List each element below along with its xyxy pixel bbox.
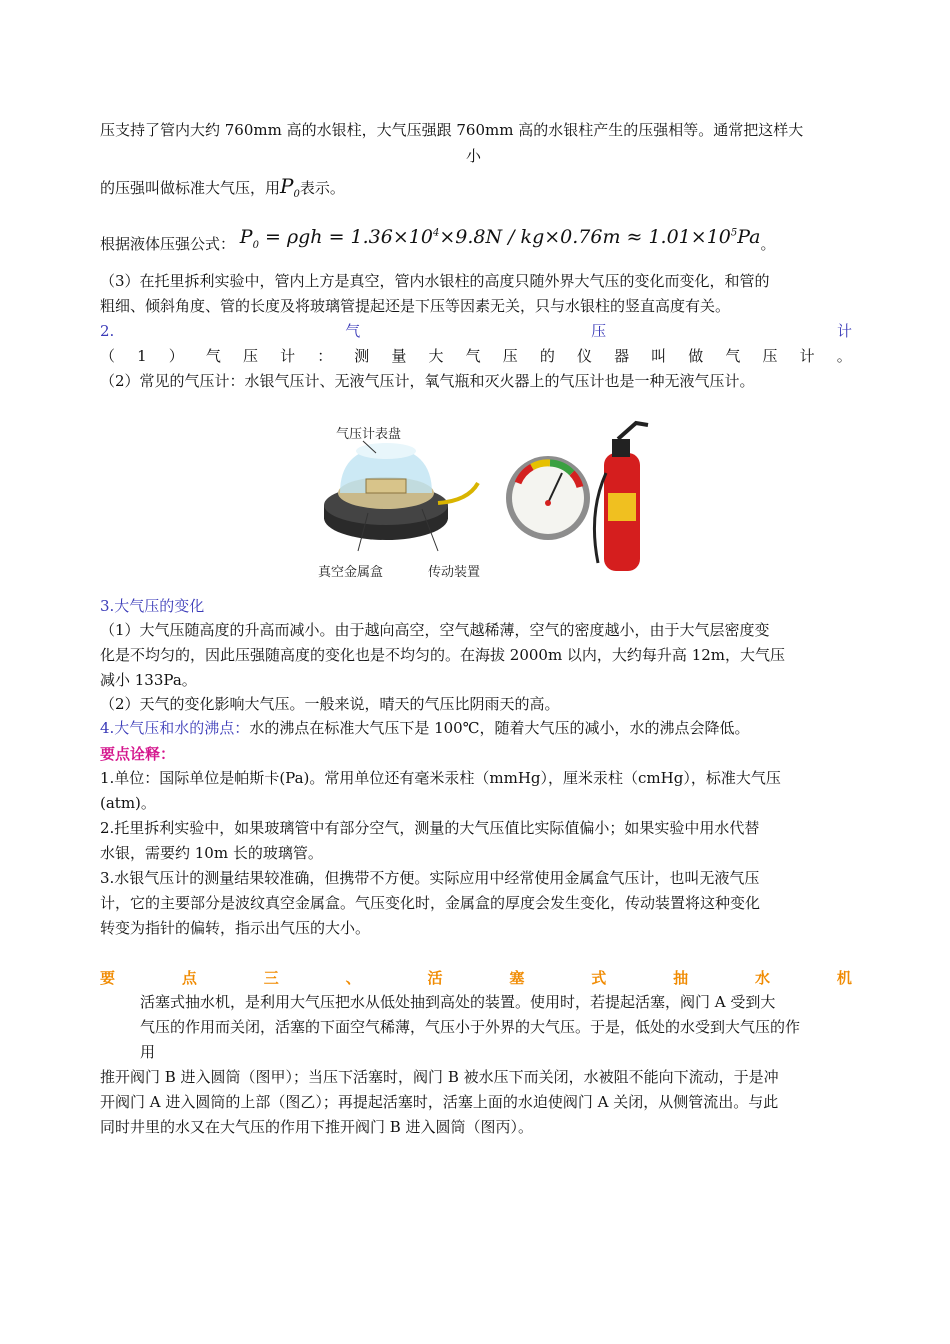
formula-label: 根据液体压强公式： xyxy=(100,235,236,254)
formula-expression: $P_0 = \rho gh = 1.36\times 10^4\times 9.8N / kg\times 0.76m \approx 1.01\times 10^5Pa$ xyxy=(239,226,761,252)
para-line: 开阀门 A 进入圆筒的上部（图乙）；再提起活塞时，活塞上面的水迫使阀门 A 关闭，从侧管流出。与此 xyxy=(100,1093,779,1111)
note-line: 2.托里拆利实验中，如果玻璃管中有部分空气，测量的大气压值比实际值偏小；如果实验中用水代替 xyxy=(100,819,760,837)
note-line: (atm)。 xyxy=(100,794,156,812)
note-line: 计，它的主要部分是波纹真空金属盒。气压变化时，金属盒的厚度会发生变化，传动装置将这种变化 xyxy=(100,894,761,912)
para-line: （3）在托里拆利实验中，管内上方是真空，管内水银柱的高度只随外界大气压的变化而变化，和管的 xyxy=(100,272,770,290)
key-points-title: 要点诠释： xyxy=(100,745,176,763)
para-line xyxy=(100,176,852,205)
note-line: 转变为指针的偏转，指示出气压的大小。 xyxy=(100,919,371,937)
heading-barometer: 2. 气 压 计 xyxy=(100,322,852,340)
caption-vacuum-box: 真空金属盒 xyxy=(318,565,384,580)
para-line: 活塞式抽水机，是利用大气压把水从低处抽到高处的装置。使用时，若提起活塞，阀门 A 受到大 xyxy=(140,993,776,1011)
note-line: 1.单位：国际单位是帕斯卡(Pa)。常用单位还有毫米汞柱（mmHg），厘米汞柱（cmHg），标准大气压 xyxy=(100,769,781,787)
definition-line: （ 1 ） 气 压 计 ： 测 量 大 气 压 的 仪 器 叫 做 气 压 计 。 xyxy=(100,347,852,365)
para-line: （1）大气压随高度的升高而减小。由于越向高空，空气越稀薄，空气的密度越小，由于大气层密度变 xyxy=(100,621,770,639)
text-span: 表示。 xyxy=(299,179,345,197)
barometer-figure xyxy=(318,413,658,583)
section-title-pump: 要 点 三 、 活 塞 式 抽 水 机 xyxy=(100,969,852,987)
para-line: （2）天气的变化影响大气压。一般来说，晴天的气压比阴雨天的高。 xyxy=(100,695,560,713)
note-line: 水银，需要约 10m 长的玻璃管。 xyxy=(100,844,323,862)
para-line: 小 xyxy=(466,147,482,165)
caption-dial: 气压计表盘 xyxy=(336,427,402,442)
para-line: 压支持了管内大约 760mm 高的水银柱，大气压强跟 760mm 高的水银柱产生的压强相等。通常把这样大 xyxy=(100,121,804,139)
para-line: （2）常见的气压计：水银气压计、无液气压计，氧气瓶和灭火器上的气压计也是一种无液气压计。 xyxy=(100,372,755,390)
para-line: 推开阀门 B 进入圆筒（图甲）；当压下活塞时，阀门 B 被水压下而关闭，水被阻不能向下流动，于是冲 xyxy=(100,1068,779,1086)
para-line: 气压的作用而关闭，活塞的下面空气稀薄，气压小于外界的大气压。于是，低处的水受到大气压的作 xyxy=(140,1018,801,1036)
para-line: 粗细、倾斜角度、管的长度及将玻璃管提起还是下压等因素无关，只与水银柱的竖直高度有关。 xyxy=(100,297,731,315)
caption-transmission: 传动装置 xyxy=(428,565,481,580)
heading-boiling-point: 4.大气压和水的沸点： xyxy=(100,719,250,737)
para-line: 减小 133Pa。 xyxy=(100,671,197,689)
note-line: 3.水银气压计的测量结果较准确，但携带不方便。实际应用中经常使用金属盒气压计，也叫无液气压 xyxy=(100,869,760,887)
para-line: 用 xyxy=(140,1043,156,1061)
para-line: 化是不均匀的，因此压强随高度的变化也是不均匀的。在海拔 2000m 以内，大约每升高 12m，大气压 xyxy=(100,646,786,664)
math-sub: 0 xyxy=(293,189,300,200)
boiling-point-line: 4.大气压和水的沸点：水的沸点在标准大气压下是 100℃，随着大气压的减小，水的沸点会降低。 xyxy=(100,719,750,737)
text-span: 的压强叫做标准大气压，用 xyxy=(100,179,281,197)
math-symbol: P xyxy=(280,174,294,198)
heading-pressure-change: 3.大气压的变化 xyxy=(100,597,205,615)
para-line: 同时井里的水又在大气压的作用下推开阀门 B 进入圆筒（图丙）。 xyxy=(100,1118,534,1136)
formula-line: 根据液体压强公式： $P_0 = \rho gh = 1.36\times 10^4\times 9.8N / kg\times 0.76m \approx 1.01\times 10^5Pa$。 xyxy=(100,226,776,254)
